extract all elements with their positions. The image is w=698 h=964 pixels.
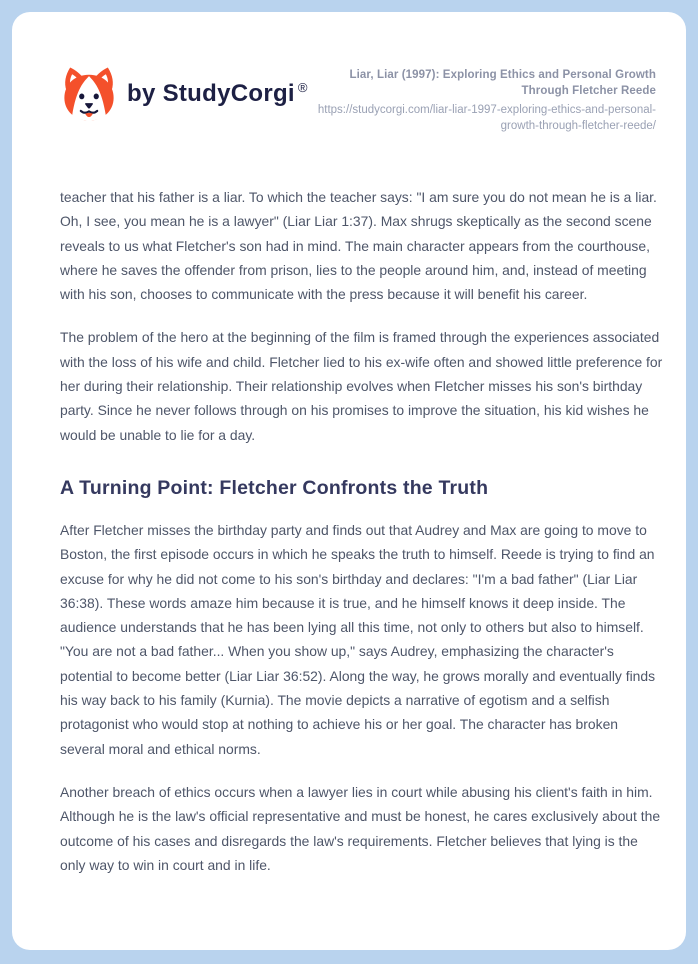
section-heading: A Turning Point: Fletcher Confronts the Truth bbox=[60, 476, 489, 499]
essay-content bbox=[60, 185, 664, 877]
corgi-icon bbox=[60, 66, 118, 122]
brand-name: by StudyCorgi bbox=[127, 80, 295, 107]
essay-paragraph-3: After Fletcher misses the birthday party and finds out that Audrey and Max are going to move to Boston, the first episode occurs in which he speaks the truth to himself. Reede is trying to find an excuse for why he did not come to his son's birthday and declares: "I'm a bad father" (Liar Liar 36:38). These words amaze him because it is true, and he himself knows it deep inside. The audience understands that he has been lying all this time, not only to others but also to himself. "You are not a bad father... When you show up," says Audrey, emphasizing the character's potential to become better (Liar Liar 36:52). Along the way, he grows morally and eventually finds his way back to his family (Kurnia). The movie depicts a narrative of egotism and a selfish protagonist who would stop at nothing to achieve his or her goal. The character has broken several moral and ethical norms. bbox=[60, 521, 656, 757]
document-card bbox=[12, 12, 686, 950]
studycorgi-logo bbox=[60, 66, 308, 122]
header bbox=[60, 66, 656, 134]
document-meta bbox=[316, 66, 656, 134]
essay-paragraph-2: The problem of the hero at the beginning of the film is framed through the experiences associated with the loss of his wife and child. Fletcher lied to his ex-wife often and showed little preference for her during their relationship. Their relationship evolves when Fletcher misses his son's birthday party. Since he never follows through on his promises to improve the situation, his kid wishes he would be unable to lie for a day. bbox=[60, 329, 663, 443]
registered-trademark-mark: ® bbox=[297, 80, 308, 95]
essay-paragraph-1: teacher that his father is a liar. To which the teacher says: "I am sure you do not mean he is a liar. Oh, I see, you mean he is a lawyer" (Liar Liar 1:37). Max shrugs skeptically as the second scene reveals to us what Fletcher's son had in mind. The main character appears from the courthouse, where he saves the offender from prison, lies to the people around him, and, instead of meeting with his son, chooses to communicate with the press because it will benefit his career. bbox=[60, 189, 657, 303]
document-url-link[interactable]: https://studycorgi.com/liar-liar-1997-exploring-ethics-and-personal-growth-through-fletcher-reede/ bbox=[317, 104, 656, 132]
document-title: Liar, Liar (1997): Exploring Ethics and Personal Growth Through Fletcher Reede bbox=[349, 69, 656, 97]
essay-paragraph-4: Another breach of ethics occurs when a lawyer lies in court while abusing his client's faith in him. Although he is the law's official representative and must be honest, he cares exclusively about the outcome of his cases and disregards the law's requirements. Fletcher believes that lying is the only way to win in court and in life. bbox=[60, 783, 661, 873]
